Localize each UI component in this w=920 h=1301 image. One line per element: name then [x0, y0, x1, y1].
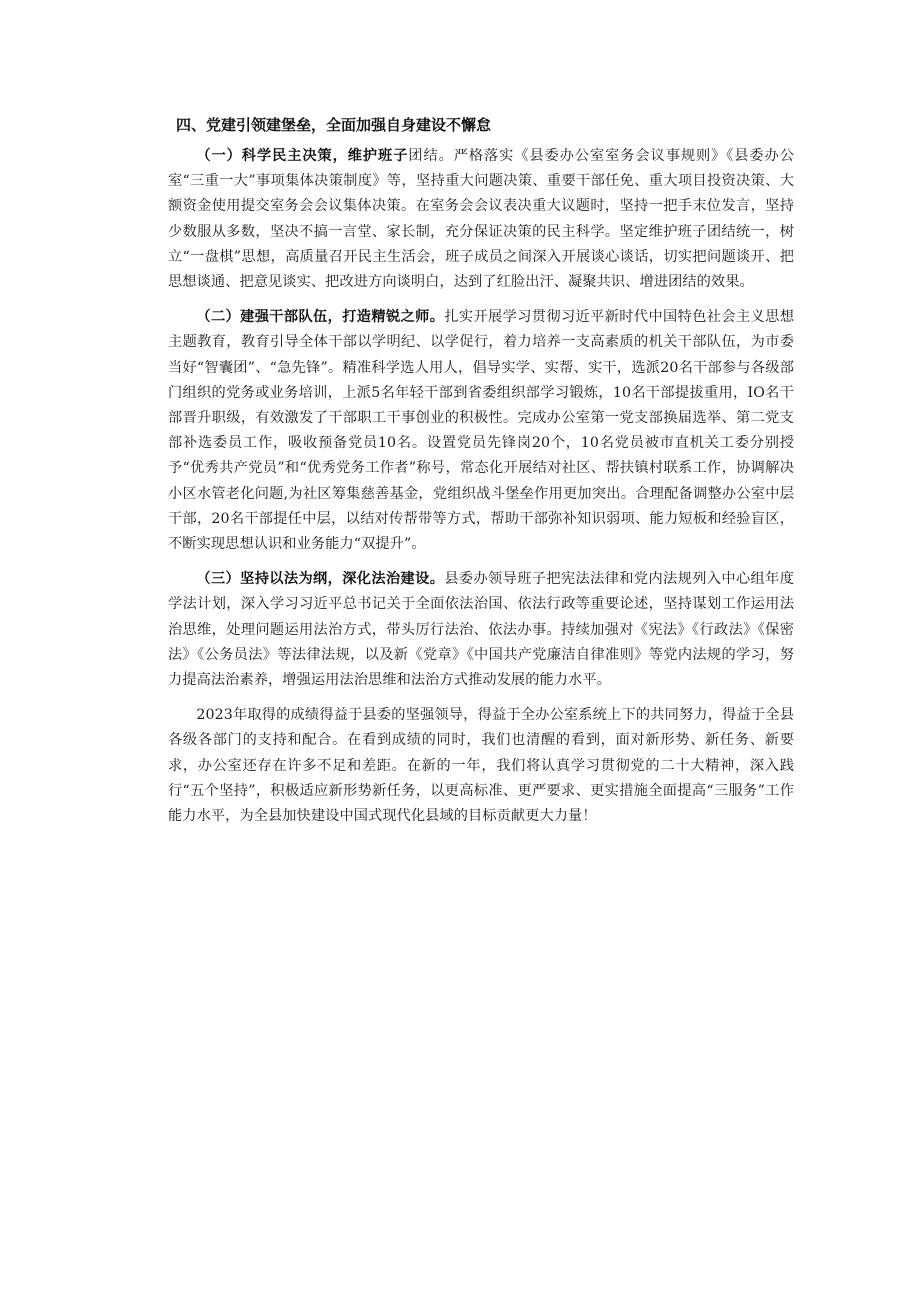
paragraph-closing: 2023年取得的成绩得益于县委的坚强领导，得益于全办公室系统上下的共同努力，得益于全县各级各部门的支持和配合。在看到成绩的同时，我们也清醒的看到，面对新形势、新任务、新要求，办公室还存在许多不足和差距。在新的一年，我们将认真学习贯彻党的二十大精神，深入践行“五个坚持”，积极适应新形势新任务，以更高标准、更严要求、更实措施全面提高“三服务”工作能力水平，为全县加快建设中国式现代化县域的目标贡献更大力量！	[168, 707, 794, 825]
paragraph-body: 县委办领导班子把宪法法律和党内法规列入中心组年度学法计划，深入学习习近平总书记关于全面依法治国、依法行政等重要论述，坚持谋划工作运用法治思维，处理问题运用法治方式，带头厉行法治、依法办事。持续加强对《宪法》《行政法》《保密法》《公务员法》等法律法规，以及新《党章》《中国共产党廉洁自律准则》等党内法规的学习，努力提高法治素养，增强运用法治思维和法治方式推动发展的能力水平。	[168, 571, 795, 689]
paragraph-lead: （一）科学民主决策，维护班子	[196, 148, 409, 164]
paragraph-lead: （二）建强干部队伍，打造精锐之师。	[196, 309, 445, 326]
paragraph-rule-of-law	[168, 567, 794, 693]
paragraph-lead: （三）坚持以法为纲，深化法治建设。	[196, 571, 445, 588]
document-page	[168, 112, 794, 839]
paragraph-decision-making	[168, 144, 794, 295]
paragraph-cadre-team	[168, 305, 794, 557]
paragraph-body: 团结。严格落实《县委办公室室务会议事规则》《县委办公室“三重一大”事项集体决策制度》等，坚持重大问题决策、重要干部任免、重大项目投资决策、大额资金使用提交室务会会议集体决策。在室务会会议表决重大议题时，坚持一把手末位发言，坚持少数服从多数，坚决不搞一言堂、家长制，充分保证决策的民主科学。坚定维护班子团结统一，树立“一盘棋”思想，高质量召开民主生活会，班子成员之间深入开展谈心谈话，切实把问题谈开、把思想谈通、把意见谈实、把改进方向谈明白，达到了红脸出汗、凝聚共识、增进团结的效果。	[168, 148, 794, 291]
section-heading: 四、党建引领建堡垒，全面加强自身建设不懈怠	[176, 116, 492, 134]
paragraph-body: 扎实开展学习贯彻习近平新时代中国特色社会主义思想主题教育，教育引导全体干部以学明纪、以学促行，着力培养一支高素质的机关干部队伍，为市委当好“智囊团”、“急先锋”。精准科学选人用人，倡导实学、实帮、实干，选派20名干部参与各级部门组织的党务或业务培训，上派5名年轻干部到省委组织部学习锻炼，10名干部提拔重用，IO名干部晋升职级，有效激发了干部职工干事创业的积极性。完成办公室第一党支部换届选举、第二党支部补选委员工作，吸收预备党员10名。设置党员先锋岗20个，10名党员被市直机关工委分别授予“优秀共产党员”和“优秀党务工作者”称号，常态化开展结对社区、帮扶镇村联系工作，协调解决小区水管老化问题,为社区筹集慈善基金，党组织战斗堡垒作用更加突出。合理配备调整办公室中层干部，20名干部提任中层，以结对传帮带等方式，帮助干部弥补知识弱项、能力短板和经验盲区，不断实现思想认识和业务能力“双提升”。	[168, 309, 795, 553]
